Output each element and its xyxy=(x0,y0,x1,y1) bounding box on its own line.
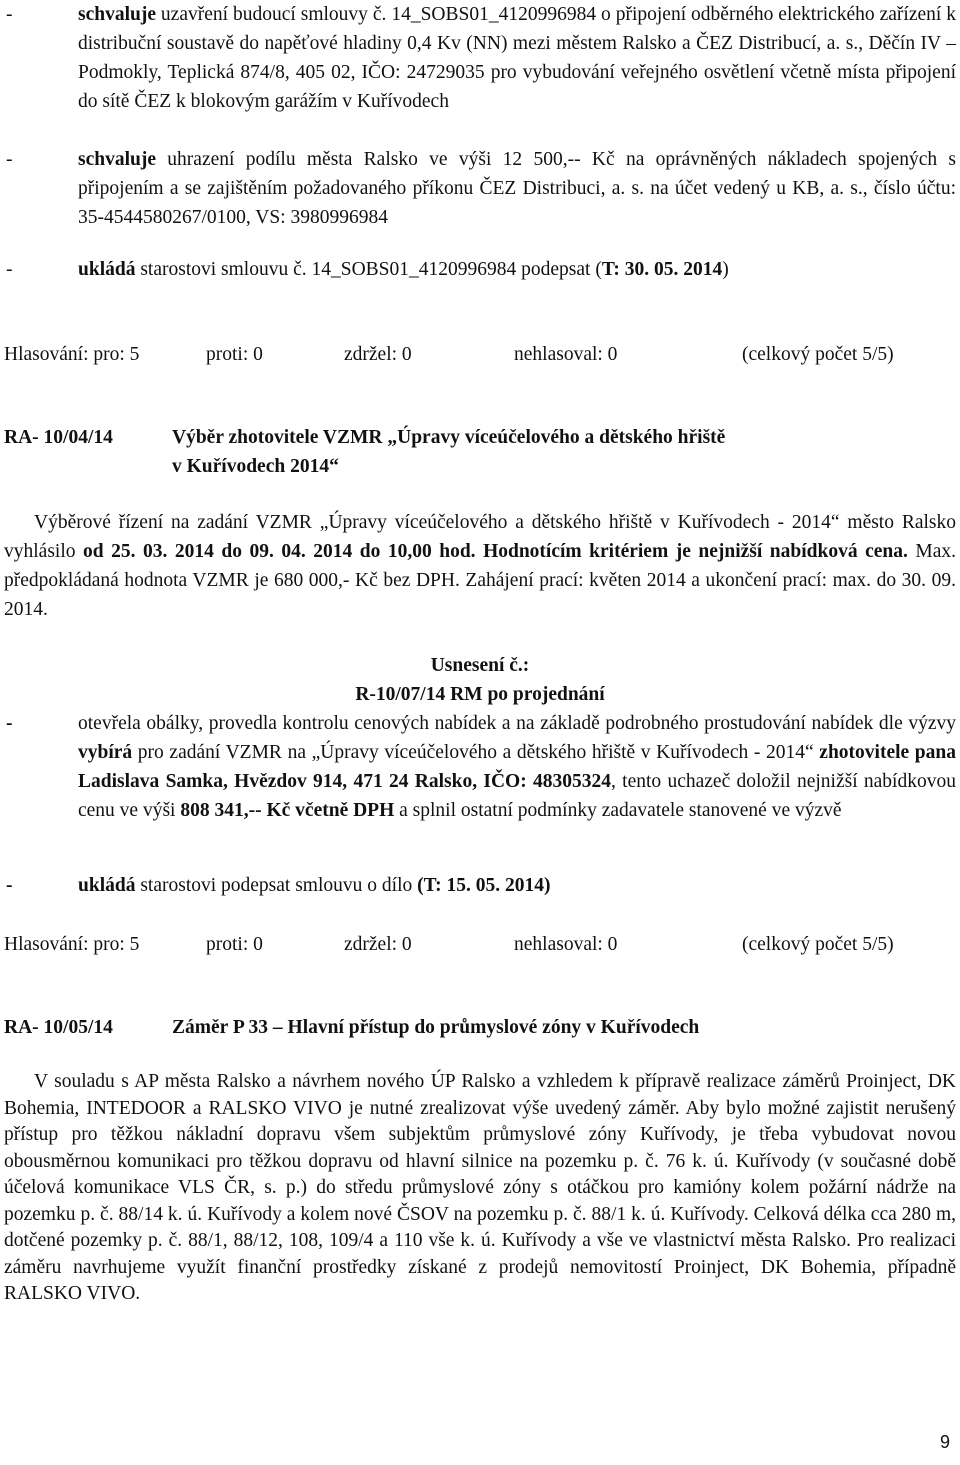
item-text: starostovi smlouvu č. 14_SOBS01_4120996984 podepsat ( xyxy=(135,259,602,280)
agenda-code: RA- 10/04/14 xyxy=(4,427,113,448)
list-item-assign-mayor xyxy=(78,255,956,284)
list-dash: - xyxy=(6,875,13,896)
item-lead: schvaluje xyxy=(78,149,156,170)
item-text: uzavření budoucí smlouvy č. 14_SOBS01_4120996984 o připojení odběrného elektrického zařízení k distribuční soustavě do napěťové hladiny 0,4 Kv (NN) mezi městem Ralsko a ČEZ Distribucí, a. s., Děčín IV – Podmokly, Teplická 874/8, 405 02, IČO: 24729035 pro vybudování veřejného osvětlení včetně místa připojení do sítě ČEZ k blokovým garážím v Kuřívodech xyxy=(78,4,956,112)
tender-rest: Max. předpokládaná hodnota VZMR je 680 000,- Kč bez DPH. Zahájení prací: květen 2014 a ukončení prací: max. do 30. 09. 2014. xyxy=(4,541,956,620)
item-lead: ukládá xyxy=(78,875,136,896)
vote-celkem: (celkový počet 5/5) xyxy=(742,344,894,365)
tender-criterion: Hodnotícím kritériem je nejnižší nabídková cena. xyxy=(475,541,908,562)
list-item-approve-contract xyxy=(78,0,956,116)
list-dash: - xyxy=(6,713,13,734)
vote-pro: Hlasování: pro: 5 xyxy=(4,344,140,365)
vote-celkem: (celkový počet 5/5) xyxy=(742,934,894,955)
item-deadline: T: 30. 05. 2014 xyxy=(601,259,723,280)
vote-zdrzel: zdržel: 0 xyxy=(344,344,412,365)
vote-nehlasoval: nehlasoval: 0 xyxy=(514,344,618,365)
agenda-code: RA- 10/05/14 xyxy=(4,1017,113,1038)
vote-proti: proti: 0 xyxy=(206,934,263,955)
agenda-title-line1: Výběr zhotovitele VZMR „Úpravy víceúčelového a dětského hřiště xyxy=(172,427,726,448)
item-lead: schvaluje xyxy=(78,4,156,25)
list-dash: - xyxy=(6,149,13,170)
list-dash: - xyxy=(6,259,13,280)
r-text-3: , tento uchazeč doložil nejnižší nabídkovou cenu ve výši xyxy=(78,771,956,821)
tender-text: Výběrové řízení na zadání VZMR „Úpravy víceúčelového a dětského hřiště v Kuřívodech - 2014“ město Ralsko vyhlásilo xyxy=(4,512,956,562)
r-text-1: otevřela obálky, provedla kontrolu cenových nabídek a na základě podrobného prostudování nabídek dle výzvy xyxy=(78,713,956,734)
tender-description xyxy=(4,508,956,624)
vote-nehlasoval: nehlasoval: 0 xyxy=(514,934,618,955)
item-deadline: (T: 15. 05. 2014) xyxy=(417,875,551,896)
vote-proti: proti: 0 xyxy=(206,344,263,365)
list-item-approve-payment xyxy=(78,145,956,232)
resolution-item-assign xyxy=(78,871,956,900)
project-description: V souladu s AP města Ralsko a návrhem nového ÚP Ralsko a vzhledem k přípravě realizace záměrů Proinject, DK Bohemia, INTEDOOR a RALSKO VIVO je nutné zrealizovat výše uvedený záměr. Aby bylo možné zajistit nerušený přístup pro těžkou nákladní dopravu všem subjektům průmyslové zóny Kuřívody, je třeba vybudovat novou obousměrnou komunikaci pro těžkou dopravu od hlavní silnice na pozemku p. č. 76 k. ú. Kuřívody (v současné době účelová komunikace VLS ČR, s. p.) do středu průmyslové zóny s otáčkou pro kamióny kolem požární nádrže na pozemku p. č. 88/14 k. ú. Kuřívody a kolem nové ČSOV na pozemku p. č. 88/1 k. ú. Kuřívody. Celková délka cca 280 m, dotčené pozemky p. č. 88/1, 88/12, 108, 109/4 a 110 vše k. ú. Kuřívody a vše ve vlastnictví města Ralsko. Pro realizaci záměru navrhujeme využít finanční prostředky získané z prodejů nemovitostí Proinject, DK Bohemia, případně RALSKO VIVO. xyxy=(4,1071,956,1304)
resolution-label: Usnesení č.: xyxy=(430,655,530,676)
r-price: 808 341,-- Kč včetně DPH xyxy=(180,800,395,821)
r-text-2: pro zadání VZMR na „Úpravy víceúčelového a dětského hřiště v Kuřívodech - 2014“ xyxy=(132,742,820,763)
tender-dates: od 25. 03. 2014 do 09. 04. 2014 do 10,00 hod. xyxy=(83,541,476,562)
item-end: ) xyxy=(722,259,729,280)
resolution-item-selection xyxy=(78,709,956,825)
agenda-title: Záměr P 33 – Hlavní přístup do průmyslové zóny v Kuřívodech xyxy=(172,1017,700,1038)
list-dash: - xyxy=(6,4,13,25)
agenda-title-line2: v Kuřívodech 2014“ xyxy=(172,456,339,477)
item-text: uhrazení podílu města Ralsko ve výši 12 500,-- Kč na oprávněných nákladech spojených s připojením a se zajištěním požadovaného příkonu ČEZ Distribuci, a. s. na účet vedený u KB, a. s., číslo účtu: 35-4544580267/0100, VS: 3980996984 xyxy=(78,149,956,228)
vote-pro: Hlasování: pro: 5 xyxy=(4,934,140,955)
page-number: 9 xyxy=(939,1432,950,1452)
resolution-id: R-10/07/14 RM po projednání xyxy=(355,684,605,705)
r-bold-1: vybírá xyxy=(78,742,133,763)
item-text: starostovi podepsat smlouvu o dílo xyxy=(135,875,418,896)
item-lead: ukládá xyxy=(78,259,136,280)
r-contractor: zhotovitele pana Ladislava Samka, Hvězdov 914, 471 24 Ralsko, IČO: 48305324 xyxy=(78,742,957,792)
r-text-4: a splnil ostatní podmínky zadavatele stanovené ve výzvě xyxy=(394,800,842,821)
vote-zdrzel: zdržel: 0 xyxy=(344,934,412,955)
